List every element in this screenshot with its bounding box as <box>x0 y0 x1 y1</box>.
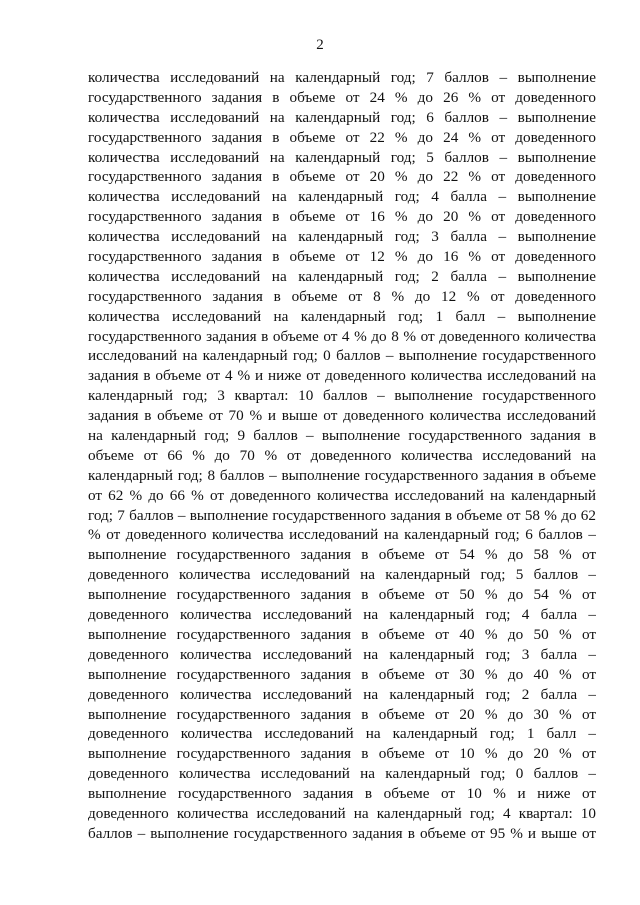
text-line: количества исследований на календарный год; 6 баллов – выполнение <box>88 108 596 126</box>
text-line: доведенного количества исследований на календарный год; 1 балл – <box>88 725 596 743</box>
text-line: количества исследований на календарный год; 3 балла – выполнение <box>88 228 596 246</box>
text-line: исследований на календарный год; 0 баллов – выполнение государственного <box>88 347 596 365</box>
text-line: календарный год; 8 баллов – выполнение государственного задания в объеме <box>88 466 596 484</box>
text-line: выполнение государственного задания в объеме от 50 % до 54 % от <box>88 586 596 604</box>
text-line: государственного задания в объеме от 4 % до 8 % от доведенного количества <box>88 327 596 345</box>
text-line: количества исследований на календарный год; 7 баллов – выполнение <box>88 69 596 86</box>
text-line: % от доведенного количества исследований на календарный год; 6 баллов – <box>88 526 596 544</box>
text-line: выполнение государственного задания в объеме от 10 % до 20 % от <box>88 745 596 763</box>
text-line: количества исследований на календарный год; 5 баллов – выполнение <box>88 148 596 166</box>
text-line: государственного задания в объеме от 20 % до 22 % от доведенного <box>88 168 596 186</box>
text-line: баллов – выполнение государственного задания в объеме от 95 % и выше от <box>88 824 596 842</box>
text-line: количества исследований на календарный год; 1 балл – выполнение <box>88 307 596 325</box>
text-line: выполнение государственного задания в объеме от 20 % до 30 % от <box>88 705 596 723</box>
text-line: от 62 % до 66 % от доведенного количества исследований на календарный <box>88 486 596 504</box>
text-line: государственного задания в объеме от 24 % до 26 % от доведенного <box>88 88 596 106</box>
text-line: выполнение государственного задания в объеме от 40 % до 50 % от <box>88 625 596 643</box>
text-line: доведенного количества исследований на календарный год; 3 балла – <box>88 645 596 663</box>
text-line: государственного задания в объеме от 16 % до 20 % от доведенного <box>88 208 596 226</box>
text-line: государственного задания в объеме от 12 % до 16 % от доведенного <box>88 248 596 266</box>
text-line: государственного задания в объеме от 22 % до 24 % от доведенного <box>88 128 596 146</box>
text-line: объеме от 66 % до 70 % от доведенного количества исследований на <box>88 446 596 464</box>
text-line: календарный год; 3 квартал: 10 баллов – выполнение государственного <box>88 387 596 405</box>
page-number: 2 <box>316 37 324 53</box>
text-line: количества исследований на календарный год; 2 балла – выполнение <box>88 267 596 285</box>
text-line: доведенного количества исследований на календарный год; 0 баллов – <box>88 765 596 783</box>
text-line: выполнение государственного задания в объеме от 30 % до 40 % от <box>88 665 596 683</box>
text-line: год; 7 баллов – выполнение государственного задания в объеме от 58 % до 62 <box>88 506 596 524</box>
text-line: задания в объеме от 70 % и выше от доведенного количества исследований <box>88 407 596 425</box>
text-line: доведенного количества исследований на календарный год; 4 балла – <box>88 606 596 624</box>
text-line: количества исследований на календарный год; 4 балла – выполнение <box>88 188 596 206</box>
text-line: на календарный год; 9 баллов – выполнение государственного задания в <box>88 427 596 445</box>
text-line: выполнение государственного задания в объеме от 10 % и ниже от <box>88 785 596 803</box>
text-line: выполнение государственного задания в объеме от 54 % до 58 % от <box>88 546 596 564</box>
text-line: доведенного количества исследований на календарный год; 4 квартал: 10 <box>88 804 596 822</box>
text-line: государственного задания в объеме от 8 % до 12 % от доведенного <box>88 287 596 305</box>
body-text <box>88 68 596 844</box>
text-line: задания в объеме от 4 % и ниже от доведенного количества исследований на <box>88 367 596 385</box>
text-line: доведенного количества исследований на календарный год; 5 баллов – <box>88 566 596 584</box>
text-line: доведенного количества исследований на календарный год; 2 балла – <box>88 685 596 703</box>
